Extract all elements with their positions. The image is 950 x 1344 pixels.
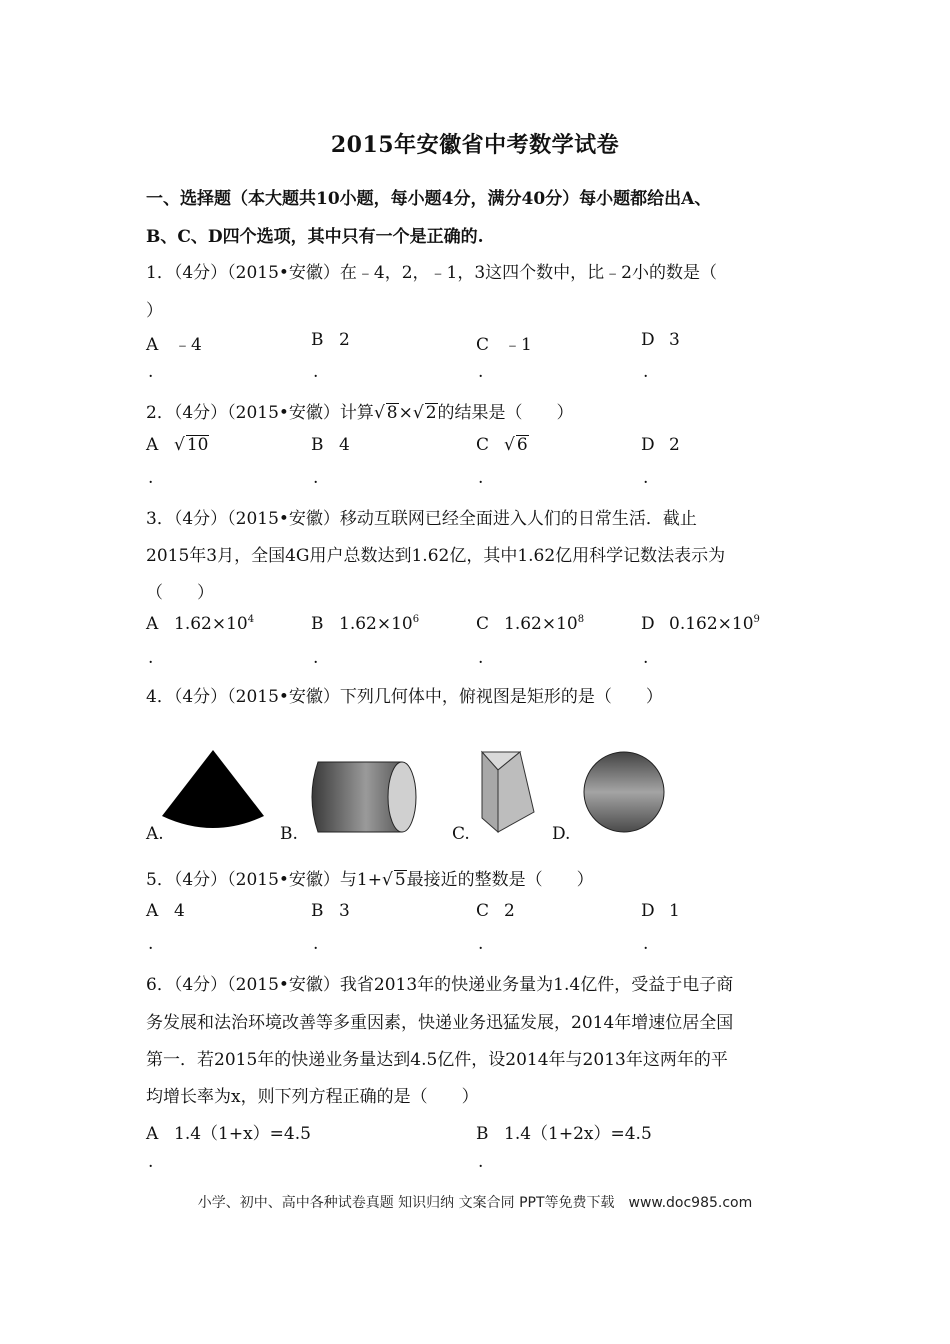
q2-stem-prefix: 2．（4分）（2015•安徽）计算 — [146, 403, 374, 423]
cone-figure — [160, 748, 266, 832]
q3-option-d: D $0.162\times 10^9$ — [641, 614, 760, 634]
section-heading-line2: B、C、D四个选项，其中只有一个是正确的. — [146, 227, 484, 247]
q5-dot-a: . — [148, 934, 154, 954]
q3-dot-b: . — [313, 648, 319, 668]
q3-dot-d: . — [643, 648, 649, 668]
q3-dot-a: . — [148, 648, 154, 668]
q2-stem-suffix: 的结果是（ ） — [437, 403, 574, 423]
footer-link-text: 小学、初中、高中各种试卷真题 知识归纳 文案合同 PPT等免费下载 www.doc985.com — [197, 1195, 753, 1211]
q2-dot-a: . — [148, 468, 154, 488]
q6-stem-line3: 第一．若2015年的快递业务量达到4.5亿件，设2014年与2013年这两年的平 — [146, 1050, 728, 1070]
q5-dot-d: . — [643, 934, 649, 954]
q1-dot-b: . — [313, 362, 319, 382]
q4-label-c: C. — [452, 824, 470, 844]
q2-stem — [146, 398, 574, 423]
q2-option-b: B 4 — [311, 435, 350, 455]
q6-option-a: A 1.4（1+x）=4.5 — [146, 1124, 311, 1144]
q3-stem-line2: 2015年3月，全国4G用户总数达到1.62亿，其中1.62亿用科学记数法表示为 — [146, 546, 726, 566]
q2-option-d: D 2 — [641, 435, 680, 455]
q3-stem-line1: 3．（4分）（2015•安徽）移动互联网已经全面进入人们的日常生活．截止 — [146, 509, 697, 529]
q5-option-d: D 1 — [641, 901, 680, 921]
q5-stem — [146, 865, 594, 890]
q2-dot-c: . — [478, 468, 484, 488]
q5-dot-b: . — [313, 934, 319, 954]
q2-option-a: A √ 10 — [146, 435, 209, 455]
q5-option-b: B 3 — [311, 901, 350, 921]
q1-option-b: B 2 — [311, 330, 350, 350]
q1-stem-line2: ） — [146, 301, 163, 321]
q5-option-c: C 2 — [476, 901, 515, 921]
q3-stem-line3: （ ） — [146, 583, 214, 603]
q2-times: × — [398, 403, 413, 423]
q1-option-a: A ﹣4 — [146, 335, 202, 355]
q4-label-d: D. — [552, 824, 571, 844]
q2-dot-b: . — [313, 468, 319, 488]
q1-option-c: C ﹣1 — [476, 335, 532, 355]
triangular-prism-figure — [478, 748, 542, 836]
q4-label-a: A. — [146, 824, 164, 844]
q4-label-b: B. — [280, 824, 298, 844]
q1-dot-c: . — [478, 362, 484, 382]
q5-stem-suffix: 最接近的整数是（ ） — [406, 870, 594, 890]
q1-stem-line1: 1．（4分）（2015•安徽）在﹣4，2，﹣1，3这四个数中，比﹣2小的数是（ — [146, 263, 718, 283]
q6-stem-line1: 6．（4分）（2015•安徽）我省2013年的快递业务量为1.4亿件，受益于电子商 — [146, 975, 734, 995]
q1-dot-d: . — [643, 362, 649, 382]
q4-stem: 4．（4分）（2015•安徽）下列几何体中，俯视图是矩形的是（ ） — [146, 687, 663, 707]
q6-option-b: B 1.4（1+2x）=4.5 — [476, 1124, 652, 1144]
q6-stem-line4: 均增长率为x，则下列方程正确的是（ ） — [146, 1087, 479, 1107]
q6-stem-line2: 务发展和法治环境改善等多重因素，快递业务迅猛发展，2014年增速位居全国 — [146, 1013, 734, 1033]
q3-option-a: A $1.62\times 10^4$ — [146, 614, 255, 634]
q6-dot-a: . — [148, 1152, 154, 1172]
q2-sqrt-2: √ 2 — [412, 403, 437, 423]
q2-sqrt-8: √ 8 — [373, 403, 398, 423]
q5-sqrt-5: √ 5 — [381, 870, 406, 890]
q3-dot-c: . — [478, 648, 484, 668]
exam-title: 2015年安徽省中考数学试卷 — [330, 132, 620, 158]
sphere-figure — [582, 750, 666, 834]
q2-dot-d: . — [643, 468, 649, 488]
section-heading-line1: 一、选择题（本大题共10小题，每小题4分，满分40分）每小题都给出A、 — [146, 189, 712, 209]
q1-dot-a: . — [148, 362, 154, 382]
q6-dot-b: . — [478, 1152, 484, 1172]
q5-stem-prefix: 5．（4分）（2015•安徽）与1+ — [146, 870, 382, 890]
cylinder-figure — [304, 760, 420, 834]
q3-option-b: B $1.62\times 10^6$ — [311, 614, 420, 634]
q1-option-d: D 3 — [641, 330, 680, 350]
q2-option-c: C √ 6 — [476, 435, 528, 455]
q5-dot-c: . — [478, 934, 484, 954]
q3-option-c: C $1.62\times 10^8$ — [476, 614, 585, 634]
q5-option-a: A 4 — [146, 901, 185, 921]
